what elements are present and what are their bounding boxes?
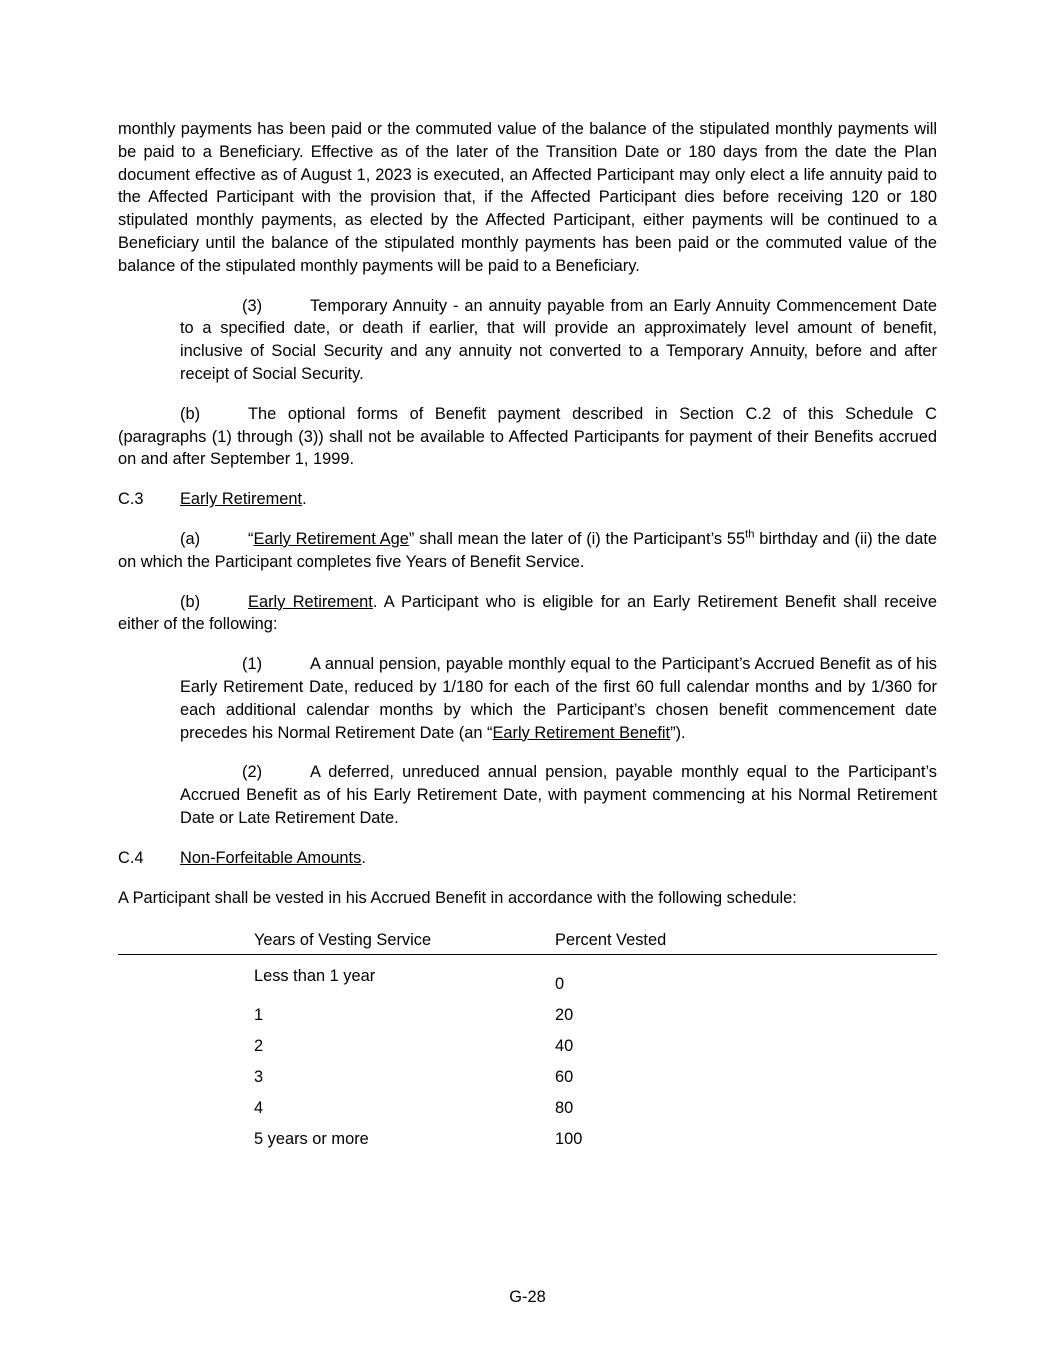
c3-a-marker: (a) xyxy=(180,529,201,548)
table-row xyxy=(118,994,937,1025)
column-header-percent: Percent Vested xyxy=(537,931,937,955)
cell-years: 4 xyxy=(254,1099,264,1118)
vesting-schedule-table-wrap xyxy=(118,931,937,1149)
paragraph-continuation: monthly payments has been paid or the commuted value of the balance of the stipulated monthly payments will be paid to a Beneficiary. Effective as of the later of the Transition Date or 180 days from the date the Plan document effective as of August 1, 2023 is executed, an Affected Participant may only elect a life annuity paid to the Affected Participant with the provision that, if the Affected Participant dies before receiving 120 or 180 stipulated monthly payments, as elected by the Affected Participant, either payments will be continued to a Beneficiary until the balance of the stipulated monthly payments has been paid or the commuted value of the balance of the stipulated monthly payments will be paid to a Beneficiary. xyxy=(118,120,937,275)
c3-b1-defined-term: Early Retirement Benefit xyxy=(492,723,671,742)
c3-b2-marker: (2) xyxy=(242,763,263,782)
column-header-years: Years of Vesting Service xyxy=(118,931,537,955)
cell-percent: 0 xyxy=(555,975,565,994)
section-title: Non-Forfeitable Amounts xyxy=(180,848,362,867)
table-row xyxy=(118,1118,937,1149)
cell-years: 2 xyxy=(254,1037,264,1056)
page-number: G-28 xyxy=(509,1288,546,1306)
cell-percent: 100 xyxy=(555,1130,583,1149)
c3-b1-marker: (1) xyxy=(242,655,263,674)
cell-years: 5 years or more xyxy=(254,1130,369,1149)
paragraph-c3-a xyxy=(118,528,937,574)
paragraph-item-b xyxy=(118,403,937,471)
paragraph-c4-intro: A Participant shall be vested in his Accrued Benefit in accordance with the following schedule: xyxy=(118,888,797,907)
section-title-suffix: . xyxy=(361,848,366,867)
c3-a-text-mid: ” shall mean the later of (i) the Participant’s 55 xyxy=(408,529,746,548)
table-row xyxy=(118,1056,937,1087)
table-row xyxy=(118,1025,937,1056)
section-number: C.3 xyxy=(118,490,144,509)
paragraph-c3-b-2 xyxy=(180,761,937,829)
c3-b-text: . A Participant who is eligible for an Early Retirement Benefit shall receive either of the following: xyxy=(118,592,937,634)
c3-a-quote-open: “ xyxy=(248,529,254,548)
cell-percent: 20 xyxy=(555,1006,574,1025)
paragraph-c3-b xyxy=(118,591,937,637)
c3-b-defined-term: Early Retirement xyxy=(248,592,373,611)
paragraph-item-3 xyxy=(180,295,937,386)
cell-percent: 40 xyxy=(555,1037,574,1056)
c3-a-defined-term: Early Retirement Age xyxy=(253,529,409,548)
cell-years: Less than 1 year xyxy=(254,967,376,986)
page-footer xyxy=(0,1288,1055,1307)
paragraph-c3-b-1 xyxy=(180,653,937,744)
c3-b1-text-pre: A annual pension, payable monthly equal to the Participant’s Accrued Benefit as of his Early Retirement Date, reduced by 1/180 for each of the first 60 full calendar months and by 1/360 for each additional calendar months by which the Participant’s chosen benefit commencement date precedes his Normal Retirement Date (an “ xyxy=(180,655,937,742)
item-3-text: Temporary Annuity - an annuity payable from an Early Annuity Commencement Date to a specified date, or death if earlier, that will provide an approximately level amount of benefit, inclusive of Social Security and any annuity not converted to a Temporary Annuity, before and after receipt of Social Security. xyxy=(180,296,937,383)
c3-b-marker: (b) xyxy=(180,592,201,611)
section-number: C.4 xyxy=(118,848,144,867)
cell-years: 1 xyxy=(254,1006,264,1025)
cell-percent: 80 xyxy=(555,1099,574,1118)
c3-b1-text-post: ”). xyxy=(670,723,686,742)
item-3-marker: (3) xyxy=(242,296,263,315)
c3-b2-text: A deferred, unreduced annual pension, payable monthly equal to the Participant’s Accrued Benefit as of his Early Retirement Date, with payment commencing at his Normal Retirement Date or Late Retirement Date. xyxy=(180,763,937,827)
table-row xyxy=(118,1087,937,1118)
section-heading-c4 xyxy=(118,847,937,870)
c3-a-text-post: birthday and (ii) the date on which the Participant completes five Years of Benefit Service. xyxy=(118,529,937,571)
vesting-schedule-table xyxy=(118,931,937,1149)
item-b-marker: (b) xyxy=(180,404,201,423)
section-title: Early Retirement xyxy=(180,490,303,509)
item-b-text: The optional forms of Benefit payment described in Section C.2 of this Schedule C (paragraphs (1) through (3)) shall not be available to Affected Participants for payment of their Benefits accrued on and after September 1, 1999. xyxy=(118,404,937,469)
section-title-suffix: . xyxy=(302,490,307,509)
table-header-row xyxy=(118,931,937,955)
section-heading-c3 xyxy=(118,488,937,511)
c3-a-ordinal-suffix: th xyxy=(745,528,755,541)
cell-percent: 60 xyxy=(555,1068,574,1087)
table-row xyxy=(118,955,937,995)
cell-years: 3 xyxy=(254,1068,264,1087)
